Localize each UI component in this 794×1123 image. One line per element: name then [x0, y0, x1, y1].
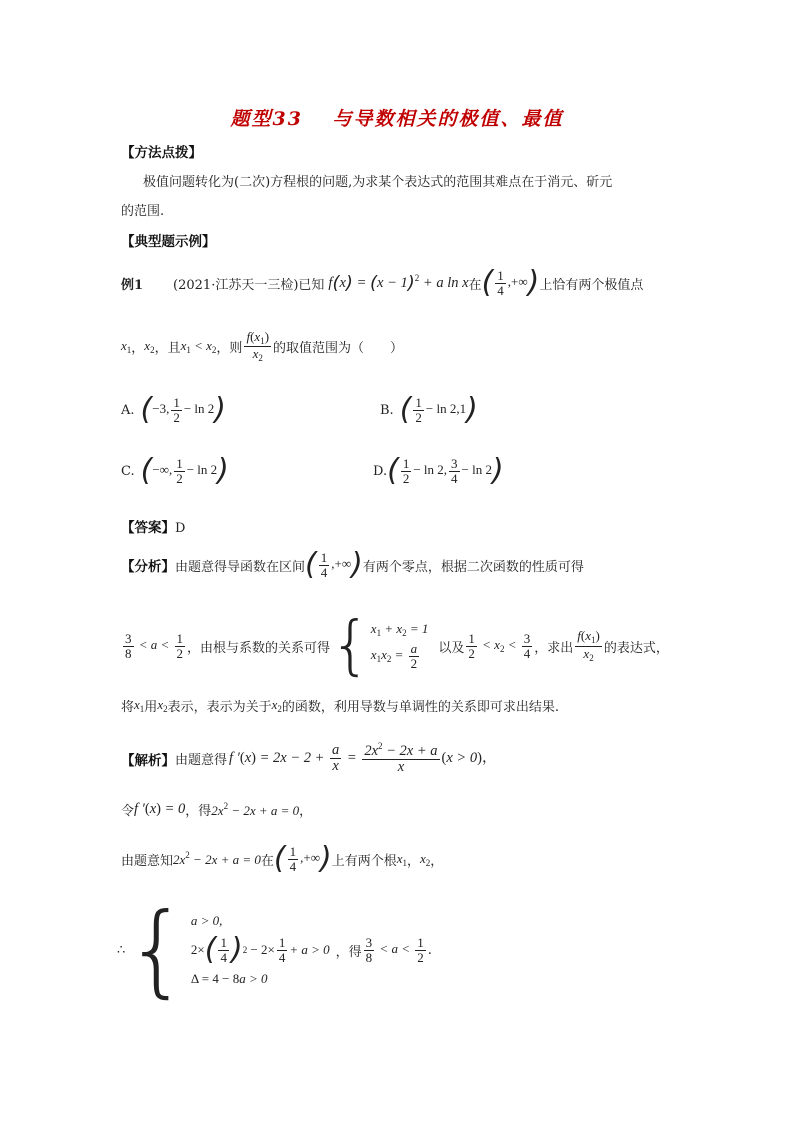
solution-text-3a: 由题意知: [121, 853, 174, 869]
two-extrema-text: 上恰有两个极值点: [539, 277, 644, 293]
analysis-text-2b: 以及: [438, 640, 465, 656]
solution-system: ∴ { a > 0, 2× ( $\frac{1}{4}$ ) 2 − 2× $\frac{1}{4}$ + a > 0 Δ = 4 − 8a > 0 ，得 $\frac{3}{8}$ < a < $\frac{1}{2}$ .: [117, 891, 432, 1008]
solution-text-3c: 上有两个根: [331, 853, 397, 869]
solution-text-3e: ，: [430, 853, 444, 869]
option-a[interactable]: A. (−3, $\frac{1}{2}$ − ln 2): [121, 392, 227, 427]
example-source: (2021·江苏天一三检)已知: [173, 277, 325, 293]
comma-1: ，: [131, 341, 145, 357]
answer-label: 【答案】: [121, 520, 175, 536]
option-d-label: D.: [373, 463, 388, 479]
option-c-label: C.: [121, 463, 135, 479]
example-line2: $x_1$ ， $x_2$ ，且 $x_1 < x_2$ ，则 $\frac{f(x_1)}{x_2}$ 的取值范围为（ ）: [121, 329, 404, 364]
solution-text-1: 由题意得: [175, 753, 228, 769]
answer-value: D: [175, 521, 186, 536]
analysis-text-3: 表示，表示为关于: [167, 700, 272, 715]
analysis-text-1a: 由题意得导函数在区间: [175, 559, 306, 575]
method-text-line2: 的范围.: [121, 204, 165, 219]
example-label: 例1: [121, 277, 144, 293]
analysis-text-3a: 将: [121, 700, 135, 715]
solution-text-3b: 在: [260, 853, 274, 869]
derivative-expression: f ′(x) = 2x − 2 + $\frac{a}{x}$ = $\frac{2x^2 - 2x + a}{x}$ (x > 0)，: [229, 741, 497, 776]
method-heading: 【方法点拨】: [121, 145, 202, 161]
ratio-expression: $\frac{f(x_1)}{x_2}$: [246, 329, 270, 364]
solution-text-2a: 令: [121, 804, 135, 819]
vieta-system: $x_1 + x_2 = 1$ $x_1x_2$ = $\frac{a}{2}$: [370, 621, 429, 671]
analysis-text-3c: 的函数，利用导数与单调性的关系即可求出结果.: [281, 700, 560, 715]
examples-heading: 【典型题示例】: [121, 234, 216, 250]
interval-quarter-inf: ( $\frac{1}{4}$ ,+∞): [481, 265, 540, 300]
solution-text-3d: ，: [407, 853, 421, 869]
solution-text-4b: ，得: [335, 944, 362, 960]
analysis-text-1b: 有两个零点，根据二次函数的性质可得: [362, 559, 584, 575]
option-b-label: B.: [380, 402, 394, 418]
inequality-system: a > 0, 2× ( $\frac{1}{4}$ ) 2 − 2× $\frac{1}{4}$ + a > 0 Δ = 4 − 8a > 0: [190, 913, 330, 986]
solution-line1: [121, 742, 496, 775]
analysis-line1: [121, 547, 584, 582]
solution-text-4end: .: [427, 942, 432, 958]
option-b[interactable]: B. ( $\frac{1}{2}$ − ln 2,1): [380, 392, 478, 427]
page-title: 题型33 与导数相关的极值、最值: [230, 108, 564, 130]
example-line1: [121, 265, 644, 300]
on-interval-text: 在: [468, 277, 482, 293]
analysis-line3: 将 $x_1$ 用 $x_2$ 表示，表示为关于 $x_2$ 的函数，利用导数与单调性的关系即可求出结果.: [121, 697, 560, 715]
solution-line3: 由题意知 $2x^2 - 2x + a = 0$ 在 ( $\frac{1}{4}$ ,+∞) 上有两个根 $x_1$ ， $x_2$ ，: [121, 841, 444, 876]
option-d[interactable]: D. ( $\frac{1}{2}$ − ln 2, $\frac{3}{4}$ − ln 2): [373, 453, 504, 488]
solution-text-2c: ，: [299, 804, 313, 819]
interval-quarter-inf-2: ( $\frac{1}{4}$ ,+∞): [305, 547, 363, 582]
therefore-symbol: ∴: [117, 942, 126, 958]
then-text: ，则: [216, 341, 243, 357]
and-text: ，且: [154, 341, 181, 357]
analysis-label: 【分析】: [121, 559, 175, 575]
method-text-line1: 极值问题转化为(二次)方程根的问题,为求某个表达式的范围其难点在于消元、斫元: [143, 175, 613, 190]
analysis-text-2d: 的表达式，: [603, 640, 669, 656]
range-question: 的取值范围为（ ）: [273, 341, 404, 357]
analysis-text-2a: ，由根与系数的关系可得: [187, 640, 331, 656]
solution-label: 【解析】: [121, 752, 175, 769]
option-a-label: A.: [121, 402, 135, 418]
solution-line2: 令 f ′(x) = 0 ，得 $2x^2 - 2x + a = 0$ ，: [121, 800, 313, 819]
analysis-line2: $\frac{3}{8}$ < a < $\frac{1}{2}$ ，由根与系数的关系可得 { $x_1 + x_2 = 1$ $x_1x_2$ = $\frac{a}{2}$ 以及 $\frac{1}{2}$ < $x_2$ < $\frac{3}{4}$ ，求出 $\frac{f(x_1)}{x_2}$ 的表达式，: [125, 609, 669, 683]
answer-line: [121, 516, 185, 536]
option-c[interactable]: C. (−∞, $\frac{1}{2}$ − ln 2): [121, 453, 229, 488]
function-definition: $f(x) = (x - 1)^2 + a$ ln x: [328, 272, 469, 294]
analysis-text-2c: ，求出: [534, 640, 574, 656]
solution-text-2b: ，得: [185, 804, 212, 819]
analysis-text-3b: 用: [144, 700, 158, 715]
